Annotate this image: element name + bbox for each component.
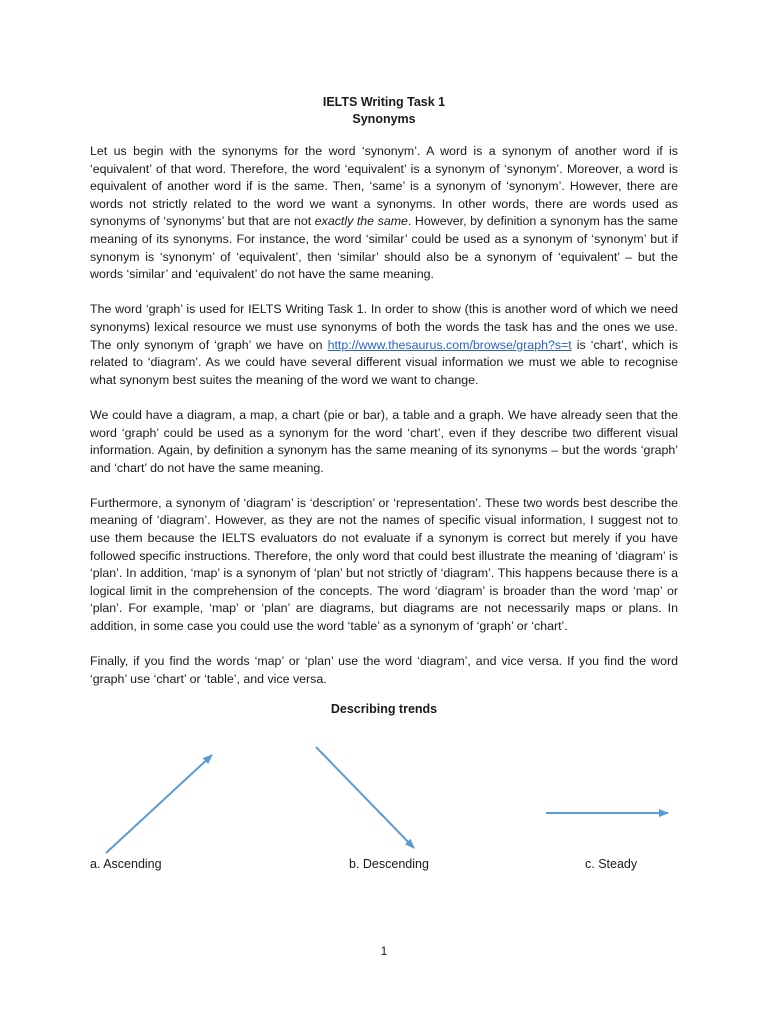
paragraph-2: The word ‘graph’ is used for IELTS Writing Task 1. In order to show (this is another word of which we need synonyms) lexical resource we must use synonyms of both the words the task has and the ones we use. The only synonym of ‘graph’ we have on http://www.thesaurus.com/browse/graph?s=t is ‘chart’, which is related to ‘diagram’. As we could have several different visual information we must we able to recognise what synonym best suites the meaning of the word we want to change. [90,302,679,387]
trend-label-descending: b. Descending [349,857,429,871]
page-number: 1 [380,944,388,958]
descending-arrow-icon [316,747,414,848]
trend-label-ascending: a. Ascending [90,857,162,871]
paragraph-3: We could have a diagram, a map, a chart (pie or bar), a table and a graph. We have already seen that the word ‘graph’ could be used as a synonym for the word ‘chart’, even if they describe two different visual information. Again, by definition a synonym has the same meaning of its synonyms – but the words ‘graph’ and ‘chart’ do not have the same meaning. [90,407,678,475]
paragraph-4: Furthermore, a synonym of ‘diagram’ is ‘description’ or ‘representation’. These two words best describe the meaning of ‘diagram’. However, as they are not the names of specific visual information, I suggest not to use them because the IELTS evaluators do not evaluate if a synonym is correct but merely if you have followed specific instructions. Therefore, the only word that could best illustrate the meaning of ‘diagram’ is ‘plan’. In addition, ‘map’ is a synonym of ‘plan’ but not strictly of ‘diagram’. This happens because there is a logical limit in the comprehension of the concepts. The word ‘diagram’ is broader than the word ‘map’ or ‘plan’. For example, ‘map’ or ‘plan’ are diagrams, but diagrams are not necessarily maps or plans. In addition, in some case you could use the word ‘table’ as a synonym of ‘graph’ or ‘chart’. [90,495,678,634]
thesaurus-link[interactable]: http://www.thesaurus.com/browse/graph?s=t [327,337,572,352]
paragraph-5: Finally, if you find the words ‘map’ or ‘plan’ use the word ‘diagram’, and vice versa. If you find the word ‘graph’ use ‘chart’ or ‘table’, and vice versa. [90,654,678,686]
document-header [0,94,768,128]
trend-label-steady: c. Steady [585,857,638,871]
ascending-arrow-icon [106,755,212,853]
paragraph-1: Let us begin with the synonyms for the word ‘synonym’. A word is a synonym of another word if is ‘equivalent’ of that word. Therefore, the word ‘equivalent’ is a synonym of ‘synonym’. Moreover, a word is equivalent of another word if is the same. Then, ‘same’ is a synonym of ‘synonym’. However, there are words not strictly related to the word we want a synonyms. In other words, there are words used as synonyms of ‘synonyms’ but that are not exactly the same. However, by definition a synonym has the same meaning of its synonyms. For instance, the word ‘similar’ could be used as a synonym of ‘synonym’ but if synonym is ‘synonym’ of ‘equivalent’, then ‘similar’ should also be a synonym of ‘equivalent’ – but the words ‘similar’ and ‘equivalent’ do not have the same meaning. [90,144,678,282]
emphasis-text: exactly the same [314,214,408,229]
document-title: IELTS Writing Task 1 [322,95,446,109]
trends-heading: Describing trends [330,702,438,716]
document-body [90,143,678,706]
document-subtitle: Synonyms [352,112,416,126]
